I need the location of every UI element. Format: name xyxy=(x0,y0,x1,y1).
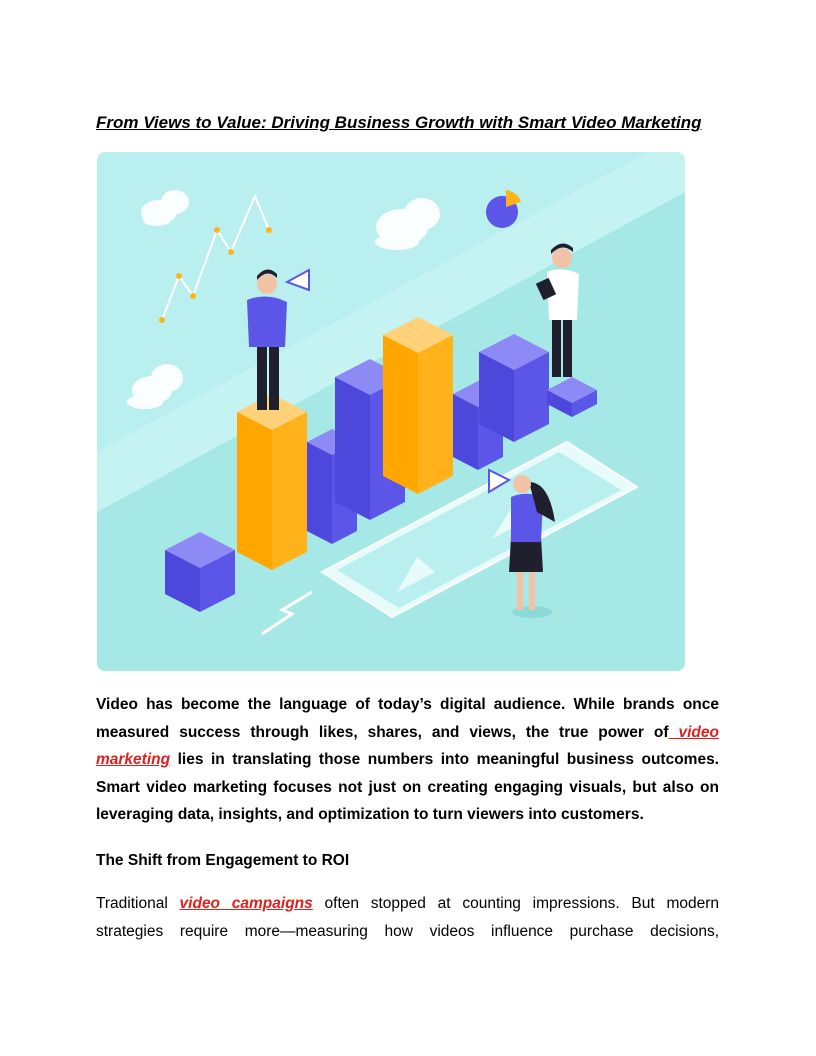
pie-chart-icon xyxy=(486,190,521,228)
video-campaigns-link[interactable]: video campaigns xyxy=(179,895,313,912)
section-text-end: often stopped at counting impressions. But modern strategies require more—measuring how videos influence purchase decisions, xyxy=(96,895,720,940)
section-paragraph xyxy=(96,890,719,946)
hero-illustration xyxy=(97,152,685,671)
section-heading: The Shift from Engagement to ROI xyxy=(96,852,350,869)
intro-paragraph xyxy=(96,691,719,829)
intro-text-start: Video has become the language of today’s digital audience. While brands once measured success through likes, shares, and views, the true power of xyxy=(96,696,719,741)
intro-text-end: lies in translating those numbers into meaningful business outcomes. Smart video marketing focuses not just on creating engaging visuals, but also on leveraging data, insights, and optimization to turn viewers into customers. xyxy=(96,751,719,823)
cloud-icon xyxy=(375,198,440,250)
cloud-icon xyxy=(127,364,183,409)
section-text-start: Traditional xyxy=(96,895,180,912)
cloud-icon xyxy=(141,190,189,226)
megaphone-icon xyxy=(287,270,309,290)
document-title: From Views to Value: Driving Business Growth with Smart Video Marketing xyxy=(96,113,702,132)
video-marketing-illustration xyxy=(97,152,685,671)
video-marketing-link[interactable]: video marketing xyxy=(96,723,719,768)
